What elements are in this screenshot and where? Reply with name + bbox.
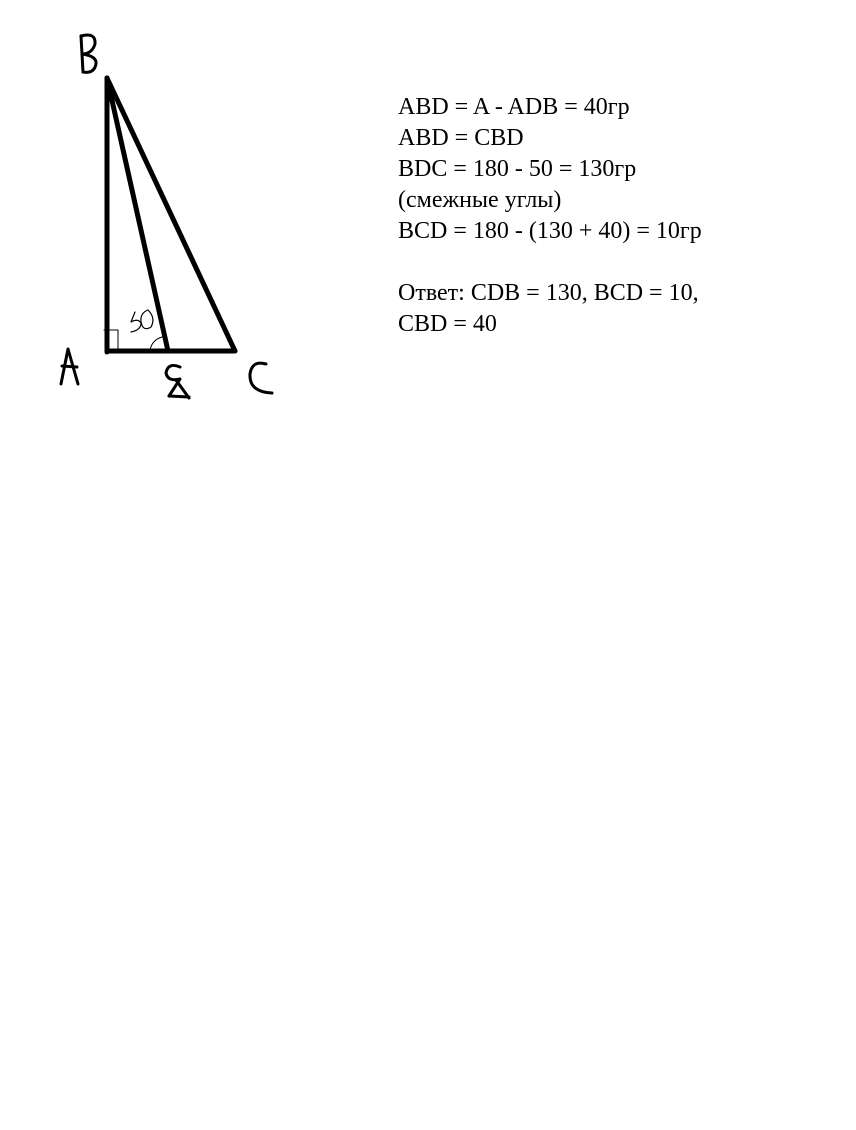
angle-note-50: [131, 310, 153, 332]
solution-line: (смежные углы): [398, 187, 562, 213]
answer-line: Ответ: CDB = 130, BCD = 10,: [398, 280, 699, 306]
angle-arc-d: [150, 337, 162, 350]
solution-line: ABD = CBD: [398, 125, 524, 151]
vertex-label-b: [81, 35, 96, 72]
vertex-label-d: [166, 365, 189, 398]
solution-line: BCD = 180 - (130 + 40) = 10гр: [398, 218, 702, 244]
side-bc: [107, 78, 235, 351]
vertex-label-c: [250, 363, 272, 393]
solution-text: [398, 92, 838, 340]
spacer: [398, 247, 838, 278]
solution-line: BDC = 180 - 50 = 130гр: [398, 156, 637, 182]
solution-line: ABD = A - ADB = 40гр: [398, 94, 630, 120]
vertex-label-a: [61, 349, 78, 384]
segment-bd: [107, 78, 168, 351]
answer-line: CBD = 40: [398, 311, 497, 337]
